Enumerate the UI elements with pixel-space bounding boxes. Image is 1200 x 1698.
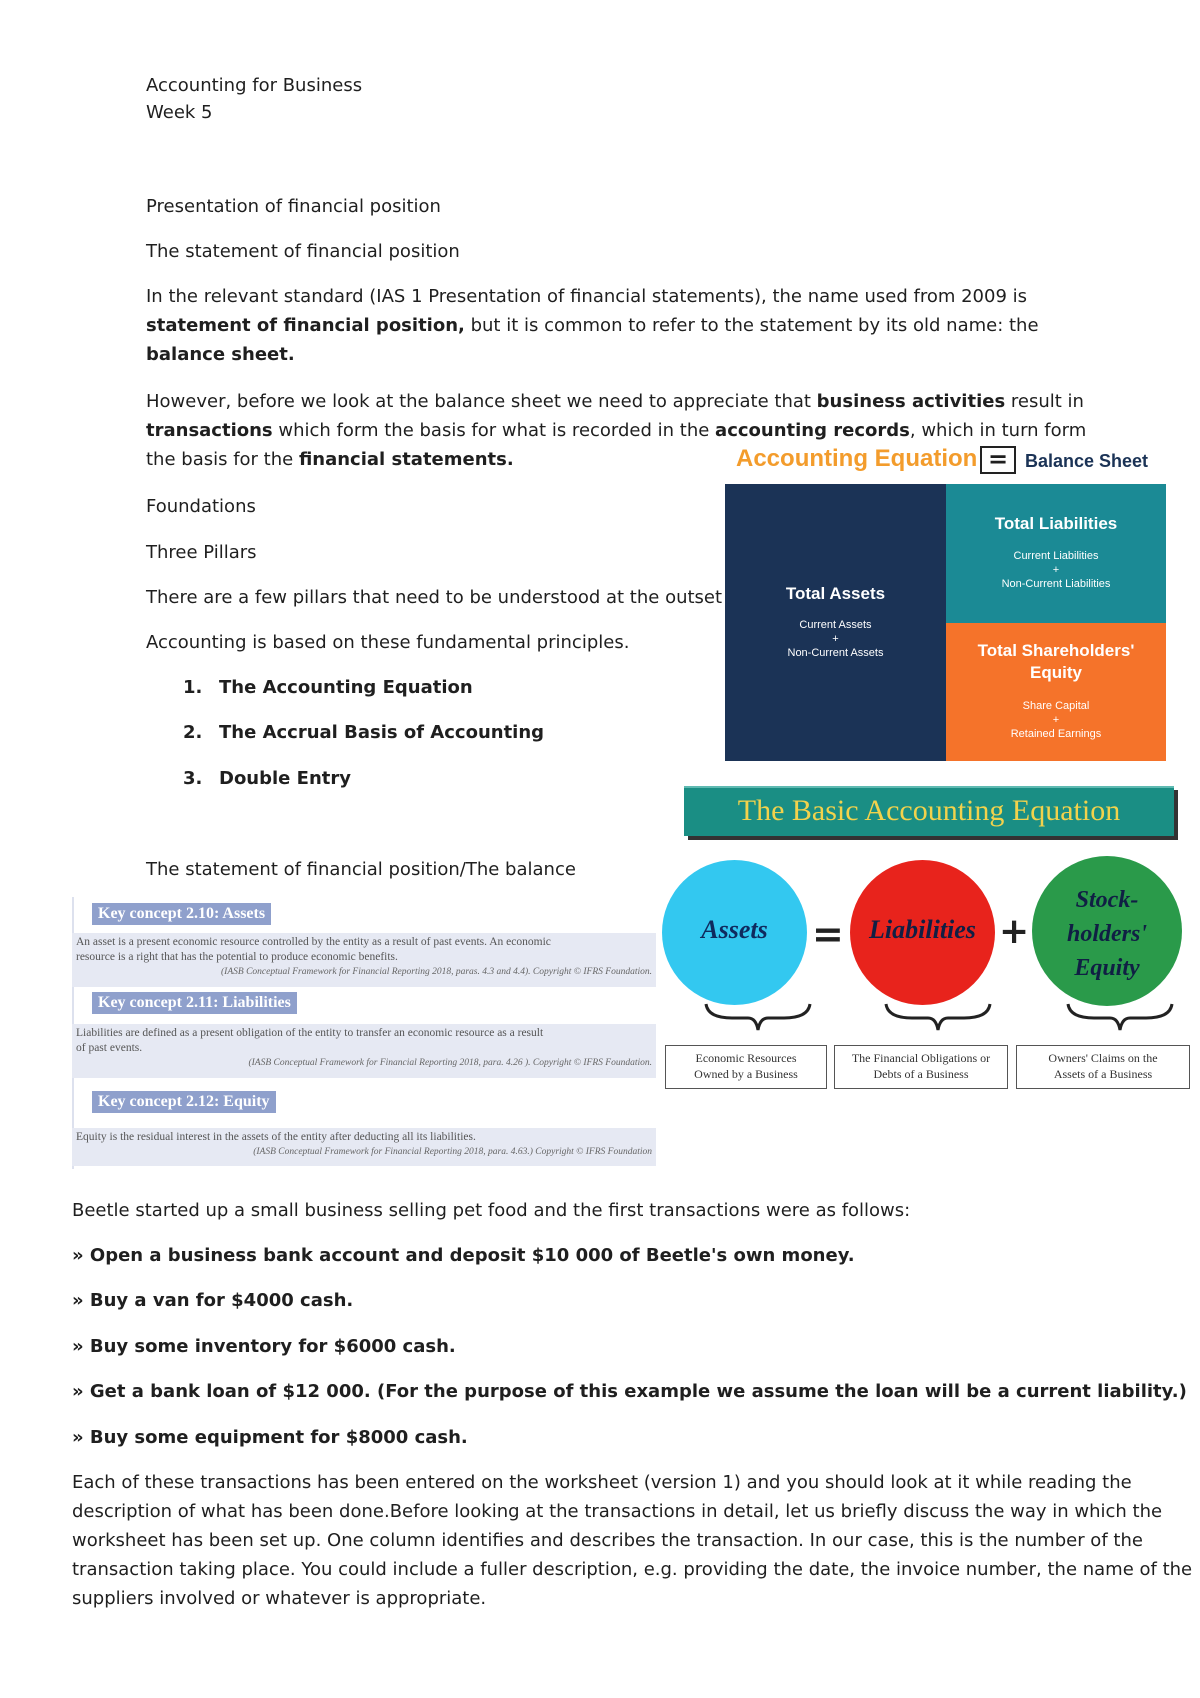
list-text: Double Entry [219, 768, 351, 789]
concept-text: resource is a right that has the potential to produce economic benefits. [76, 951, 398, 963]
key-concept-liabilities-body [72, 1024, 656, 1078]
list-text: The Accrual Basis of Accounting [219, 722, 545, 743]
basic-equation-banner [684, 786, 1174, 836]
assets-description [665, 1045, 827, 1089]
equity-label-line: Equity [1074, 955, 1140, 981]
total-equity-heading-1: Total Shareholders' [977, 641, 1135, 660]
brace-icon [886, 1004, 990, 1030]
list-number: 1. [183, 677, 203, 698]
pillars-outset-text: There are a few pillars that need to be understood at the outset [146, 587, 723, 608]
non-current-liabilities-label: Non-Current Liabilities [1001, 578, 1111, 590]
text-run: which form the basis for what is recorded in the [272, 420, 716, 441]
text-run: , which in turn form [909, 420, 1087, 441]
concept-text: Equity is the residual interest in the assets of the entity after deducting all its liabilities. [76, 1131, 476, 1143]
equals-icon: = [812, 912, 844, 956]
concept-text: An asset is a present economic resource controlled by the entity as a result of past events. An economic [76, 936, 551, 948]
current-liabilities-label: Current Liabilities [1013, 550, 1099, 562]
transaction-item: » Buy some equipment for $8000 cash. [72, 1427, 468, 1448]
brace-icons [680, 1000, 1180, 1040]
text-run: but it is common to refer to the statement by its old name: the [464, 315, 1039, 336]
paragraph-activities-line3 [146, 449, 514, 470]
worksheet-paragraph-line: description of what has been done.Before looking at the transactions in detail, let us briefly discuss the way in which the [72, 1501, 1163, 1522]
equity-description [1016, 1045, 1190, 1089]
worksheet-paragraph-line: suppliers involved or whatever is appropriate. [72, 1588, 487, 1609]
example-intro: Beetle started up a small business selling pet food and the first transactions were as follows: [72, 1200, 911, 1221]
transaction-item: » Open a business bank account and deposit $10 000 of Beetle's own money. [72, 1245, 855, 1266]
bold-term: business activities [816, 391, 1006, 412]
worksheet-paragraph-line: worksheet has been set up. One column identifies and describes the transaction. In our case, this is the number of the [72, 1530, 1143, 1551]
brace-icon [706, 1004, 810, 1030]
total-equity-heading-2: Equity [1030, 663, 1082, 682]
week-label: Week 5 [146, 102, 213, 123]
balance-sheet-title: Balance Sheet [1025, 451, 1149, 471]
equals-icon: = [980, 446, 1016, 474]
heading-statement: The statement of financial position [146, 241, 460, 262]
description-line: Economic Resources [695, 1051, 797, 1065]
balance-sheet-diagram [725, 484, 1166, 761]
list-item [183, 677, 473, 698]
total-equity-box [946, 623, 1166, 761]
equity-label-line: Stock- [1075, 887, 1139, 913]
liabilities-description [834, 1045, 1008, 1089]
plus-icon: + [1052, 564, 1060, 576]
heading-three-pillars: Three Pillars [146, 542, 257, 563]
paragraph-ias1-line3: balance sheet. [146, 344, 295, 365]
principles-text: Accounting is based on these fundamental principles. [146, 632, 630, 653]
bold-term: transactions [146, 420, 273, 441]
bold-term: accounting records [715, 420, 910, 441]
key-concept-assets-title: Key concept 2.10: Assets [92, 903, 271, 925]
current-assets-label: Current Assets [799, 619, 872, 631]
heading-balance: The statement of financial position/The balance [146, 859, 576, 880]
heading-presentation: Presentation of financial position [146, 196, 441, 217]
bold-term: financial statements. [298, 449, 514, 470]
equity-label-line: holders' [1066, 921, 1147, 947]
transaction-item: » Buy a van for $4000 cash. [72, 1290, 354, 1311]
paragraph-activities-line1 [146, 391, 1084, 412]
balance-sheet-graphic-header [736, 443, 1176, 483]
list-number: 3. [183, 768, 203, 789]
list-item [183, 768, 351, 789]
key-concept-liabilities-title: Key concept 2.11: Liabilities [92, 992, 297, 1014]
heading-foundations: Foundations [146, 496, 256, 517]
list-item [183, 722, 544, 743]
worksheet-paragraph-line: Each of these transactions has been entered on the worksheet (version 1) and you should look at it while reading the [72, 1472, 1132, 1493]
key-concept-equity-title: Key concept 2.12: Equity [92, 1091, 276, 1113]
concept-text: of past events. [76, 1042, 143, 1054]
worksheet-paragraph-line: transaction taking place. You could include a fuller description, e.g. providing the date, the invoice number, the name of the [72, 1559, 1193, 1580]
concept-citation: (IASB Conceptual Framework for Financial Reporting 2018, paras. 4.3 and 4.4). Copyright © IFRS Foundation. [221, 967, 652, 977]
equity-label [1032, 883, 1182, 985]
concept-citation: (IASB Conceptual Framework for Financial Reporting 2018, para. 4.63.) Copyright © IFRS Foundation [253, 1147, 652, 1157]
total-assets-box [725, 484, 946, 761]
list-number: 2. [183, 722, 203, 743]
key-concept-equity-body [72, 1128, 656, 1166]
liabilities-label: Liabilities [869, 915, 976, 944]
paragraph-ias1-line2 [146, 315, 1039, 336]
concept-citation: (IASB Conceptual Framework for Financial Reporting 2018, para. 4.26 ). Copyright © IFRS Foundation. [248, 1058, 652, 1068]
basic-equation-title: The Basic Accounting Equation [737, 794, 1121, 827]
text-run: result in [1005, 391, 1084, 412]
paragraph-activities-line2 [146, 420, 1086, 441]
paragraph-ias1-line1: In the relevant standard (IAS 1 Presentation of financial statements), the name used from 2009 is [146, 286, 1027, 307]
accounting-equation-title: Accounting Equation [736, 445, 978, 472]
text-run: the basis for the [146, 449, 299, 470]
plus-icon: + [1052, 714, 1060, 726]
bold-term: statement of financial position, [146, 315, 465, 336]
plus-icon: + [832, 633, 839, 645]
description-line: The Financial Obligations or [851, 1051, 991, 1065]
text-run: However, before we look at the balance sheet we need to appreciate that [146, 391, 817, 412]
transaction-item: » Get a bank loan of $12 000. (For the purpose of this example we assume the loan will be a current liability.) [72, 1381, 1187, 1402]
total-liabilities-heading: Total Liabilities [994, 514, 1118, 533]
assets-label: Assets [701, 915, 768, 944]
description-line: Assets of a Business [1053, 1067, 1153, 1081]
total-assets-heading: Total Assets [785, 584, 886, 603]
total-liabilities-box [946, 484, 1166, 623]
description-line: Owners' Claims on the [1048, 1051, 1158, 1065]
retained-earnings-label: Retained Earnings [1010, 728, 1102, 740]
course-title: Accounting for Business [146, 75, 363, 96]
key-concept-assets-body [72, 933, 656, 987]
transaction-item: » Buy some inventory for $6000 cash. [72, 1336, 456, 1357]
description-line: Owned by a Business [694, 1067, 798, 1081]
non-current-assets-label: Non-Current Assets [787, 647, 884, 659]
brace-icon [1068, 1004, 1172, 1030]
concept-text: Liabilities are defined as a present obligation of the entity to transfer an economic resource as a result [76, 1027, 544, 1039]
list-text: The Accounting Equation [219, 677, 473, 698]
description-line: Debts of a Business [873, 1067, 969, 1081]
plus-icon: + [999, 911, 1030, 952]
share-capital-label: Share Capital [1022, 700, 1090, 712]
